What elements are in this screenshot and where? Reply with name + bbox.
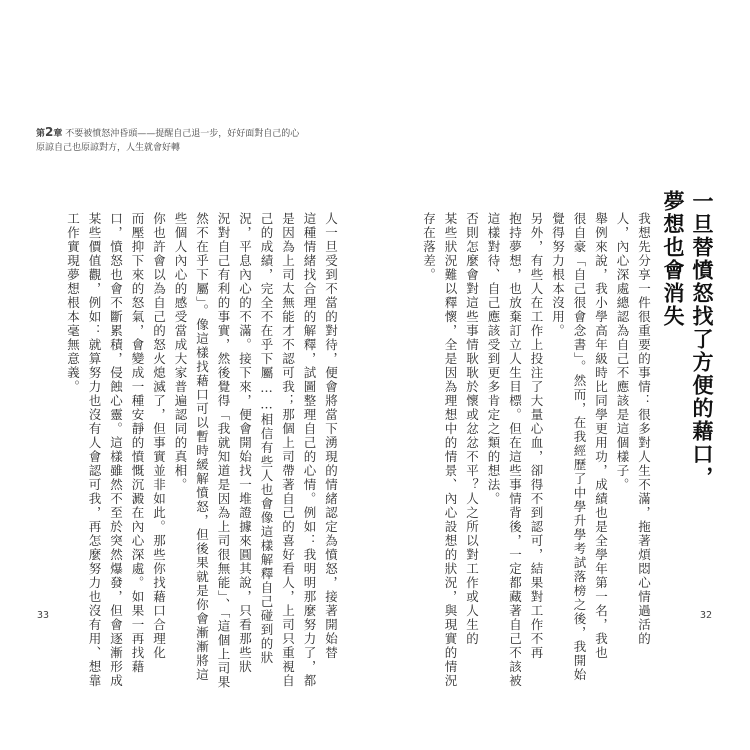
right-column: 存在落差。 bbox=[421, 212, 437, 282]
left-column: 是因為上司太無能才不認可我；那個上司帶著自己的喜好看人，上司只重視自 bbox=[280, 212, 296, 688]
page-number-left: 33 bbox=[37, 610, 50, 621]
right-column: 人，內心深處總認為自己不應該是這個樣子。 bbox=[615, 212, 630, 492]
left-column: 況，平息內心的不滿。接下來，便會開始找一堆證據來圓其說，只看那些狀 bbox=[237, 212, 253, 674]
left-column: 這種情緒找合理的解釋，試圖整理自己的心情。例如：我明明那麼努力了，都 bbox=[302, 212, 317, 688]
right-column: 我想先分享一件很重要的事情：很多對人生不滿，拖著煩悶心情過活的 bbox=[636, 212, 652, 646]
left-column: 你也許會以為自己的怒火熄滅了，但事實並非如此。那些你找藉口合理化 bbox=[151, 212, 167, 660]
right-column: 很自豪「自己很會念書」。然而，在我經歷了中學升學考試落榜之後，我開始 bbox=[572, 212, 587, 682]
running-header-line2: 原諒自己也原諒對方，人生就會好轉 bbox=[36, 143, 181, 153]
chapter-label: 第2章 bbox=[36, 125, 63, 139]
running-header bbox=[36, 125, 299, 155]
left-column: 工作實現夢想根本毫無意義。 bbox=[65, 212, 81, 394]
right-column: 覺得努力根本沒用。 bbox=[550, 212, 566, 338]
right-column: 抱持夢想，也放棄訂立人生目標。但在這些事情背後，一定都藏著自己不該被 bbox=[507, 212, 523, 688]
section-title-line1: 一旦替憤怒找了方便的藉口， bbox=[690, 190, 714, 489]
left-column: 些個人內心的感受當成大家普遍認同的真相。 bbox=[173, 212, 188, 492]
running-header-text1: 不要被憤怒沖昏頭——提醒自己退一步，好好面對自己的心 bbox=[65, 129, 300, 139]
right-column: 另外，有些人在工作上投注了大量心血，卻得不到認可，結果對工作不再 bbox=[529, 212, 544, 660]
left-column: 己的成績，完全不在乎下屬……相信有些人也會像這樣解釋自己碰到的狀 bbox=[259, 212, 274, 665]
running-header-line1 bbox=[36, 125, 299, 141]
right-page bbox=[375, 0, 750, 750]
left-column: 而壓抑下來的怒氣，會變成一種安靜的憤慨沉澱在內心深處。如果一再找藉 bbox=[130, 212, 145, 674]
page-number-right: 32 bbox=[700, 610, 713, 621]
right-column: 否則怎麼會對這些事情耿耿於懷或忿忿不平？人之所以對工作或人生的 bbox=[464, 212, 480, 646]
right-column: 舉例來說，我小學高年級時比同學更用功，成績也是全學年第一名，我也 bbox=[593, 212, 609, 660]
left-column: 人一旦受到不當的對待，便會將當下湧現的情緒認定為憤怒，接著開始替 bbox=[323, 212, 339, 660]
right-column: 某些狀況難以釋懷，全是因為理想中的情景、內心設想的狀況，與現實的情況 bbox=[443, 212, 458, 688]
section-title-line2: 夢想也會消失 bbox=[661, 190, 685, 328]
left-column: 況對自己有利的事實，然後覺得「我就知道是因為上司很無能」、「這個上司果 bbox=[216, 212, 231, 690]
left-column: 某些價值觀，例如：就算努力也沒有人會認可我，再怎麼努力也沒有用、想靠 bbox=[87, 212, 102, 688]
right-column: 這樣對待、自己應該受到更多肯定之類的想法。 bbox=[486, 212, 501, 506]
left-column: 口，憤怒也會不斷累積，侵蝕心靈。這樣雖然不至於突然爆發，但會逐漸形成 bbox=[108, 212, 124, 688]
left-column: 然不在乎下屬」。像這樣找藉口可以暫時緩解憤怒，但後果就是你會漸漸將這 bbox=[194, 212, 210, 682]
